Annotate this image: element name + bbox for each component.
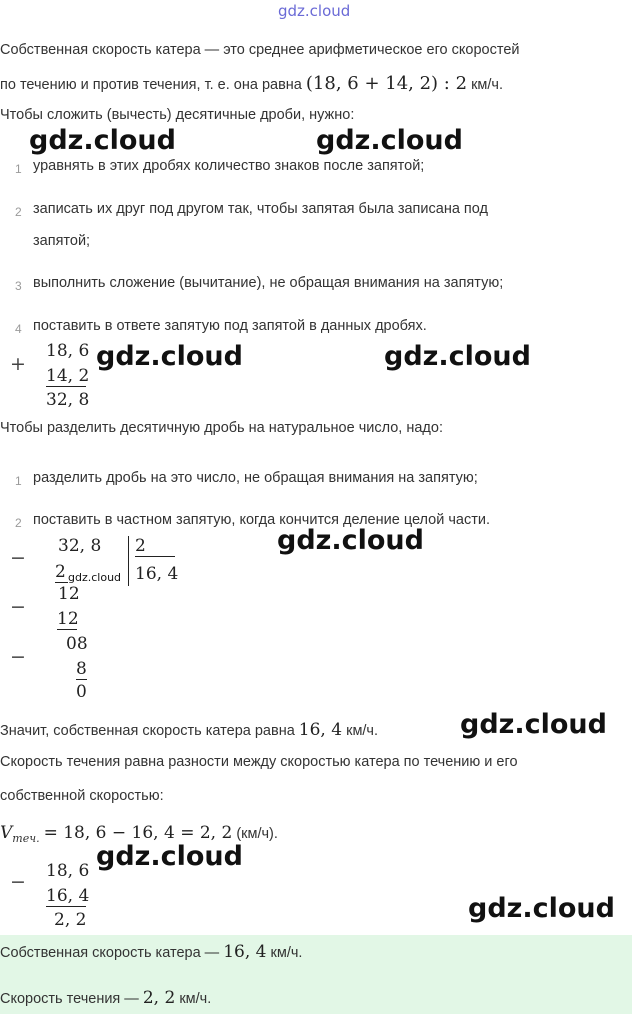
list-marker: 2 xyxy=(15,205,22,219)
division-row: 08 xyxy=(66,634,88,654)
own-speed-line xyxy=(0,720,378,740)
answer-value: 16, 4 xyxy=(223,942,267,962)
division-bar xyxy=(128,536,129,586)
watermark: gdz.cloud xyxy=(96,341,243,372)
unit-label: км/ч. xyxy=(346,723,379,739)
minuend: 18, 6 xyxy=(46,861,90,881)
divisor: 2 xyxy=(135,536,175,557)
answer-line-2 xyxy=(0,988,211,1008)
current-formula xyxy=(0,823,278,843)
minus-sign: − xyxy=(10,871,26,893)
minus-sign: − xyxy=(10,646,26,668)
watermark: gdz.cloud xyxy=(384,341,531,372)
list-marker: 4 xyxy=(15,322,22,336)
difference-result: 2, 2 xyxy=(54,910,87,930)
list-item: записать их друг под другом так, чтобы запятая была записана под xyxy=(33,201,488,217)
watermark: gdz.cloud xyxy=(316,125,463,156)
list-marker: 1 xyxy=(15,162,22,176)
addend-1: 18, 6 xyxy=(46,341,90,361)
list-item: поставить в ответе запятую под запятой в данных дробях. xyxy=(33,318,427,334)
paragraph-text: по течению и против течения, т. е. она равна xyxy=(0,77,302,93)
add-rule-intro: Чтобы сложить (вычесть) десятичные дроби, нужно: xyxy=(0,107,355,123)
list-marker: 1 xyxy=(15,474,22,488)
plus-sign: + xyxy=(10,353,26,375)
watermark: gdz.cloud xyxy=(96,841,243,872)
formula-expression: = 18, 6 − 16, 4 = 2, 2 xyxy=(43,823,233,843)
current-line-1: Скорость течения равна разности между скоростью катера по течению и его xyxy=(0,754,518,770)
unit-label: км/ч. xyxy=(179,991,212,1007)
unit-label: км/ч. xyxy=(471,77,504,93)
minus-sign: − xyxy=(10,596,26,618)
answer-text: Скорость течения — xyxy=(0,991,139,1007)
formula-subscript: теч. xyxy=(12,832,40,845)
list-marker: 3 xyxy=(15,279,22,293)
list-item: разделить дробь на это число, не обращая внимания на запятую; xyxy=(33,470,478,486)
list-item-continuation: запятой; xyxy=(33,233,91,249)
division-row: 8 xyxy=(76,659,87,679)
list-item: уравнять в этих дробях количество знаков после запятой; xyxy=(33,158,425,174)
addend-2: 14, 2 xyxy=(46,366,90,386)
division-row: 12 xyxy=(58,584,80,604)
paragraph-line-1: Собственная скорость катера — это среднее арифметическое его скоростей xyxy=(0,42,520,58)
watermark: gdz.cloud xyxy=(460,709,607,740)
answer-value: 2, 2 xyxy=(142,988,176,1008)
watermark: gdz.cloud xyxy=(29,125,176,156)
answer-line-1 xyxy=(0,942,302,962)
division-remainder: 0 xyxy=(76,682,87,702)
list-item: поставить в частном запятую, когда кончится деление целой части. xyxy=(33,512,490,528)
paragraph-line-2 xyxy=(0,73,503,94)
unit-label: (км/ч). xyxy=(236,826,278,842)
division-row: 2 xyxy=(55,562,68,583)
sum-result: 32, 8 xyxy=(46,390,90,410)
subtrahend: 16, 4 xyxy=(46,886,90,906)
unit-label: км/ч. xyxy=(270,945,303,961)
division-row: 12 xyxy=(57,609,79,629)
speed-expression: (18, 6 + 14, 2) : 2 xyxy=(305,73,468,94)
list-marker: 2 xyxy=(15,516,22,530)
div-rule-intro: Чтобы разделить десятичную дробь на натуральное число, надо: xyxy=(0,420,443,436)
small-watermark: gdz.cloud xyxy=(68,571,122,584)
list-item: выполнить сложение (вычитание), не обращая внимания на запятую; xyxy=(33,275,504,291)
own-speed-text: Значит, собственная скорость катера равна xyxy=(0,723,295,739)
watermark: gdz.cloud xyxy=(277,525,424,556)
formula-v: V xyxy=(0,823,13,843)
watermark: gdz.cloud xyxy=(468,893,615,924)
answer-text: Собственная скорость катера — xyxy=(0,945,220,961)
own-speed-value: 16, 4 xyxy=(298,720,343,740)
quotient: 16, 4 xyxy=(135,564,179,584)
top-watermark: gdz.cloud xyxy=(278,2,351,20)
minus-sign: − xyxy=(10,547,26,569)
current-line-2: собственной скоростью: xyxy=(0,788,164,804)
dividend: 32, 8 xyxy=(58,536,102,556)
